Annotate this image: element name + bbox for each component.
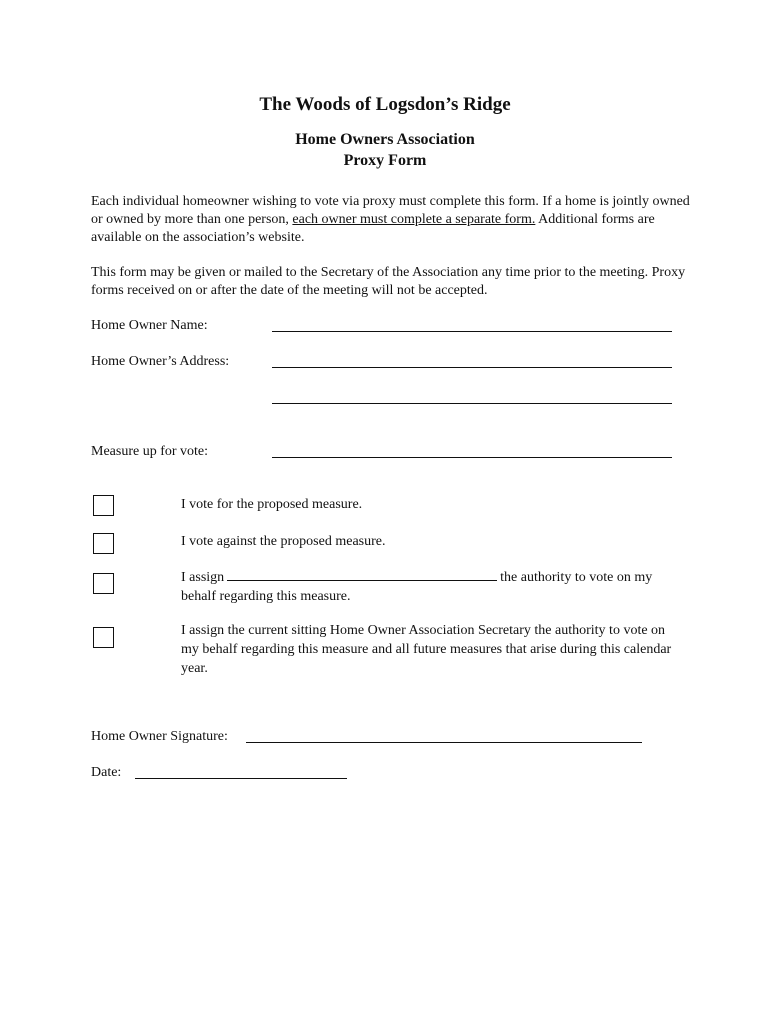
assign-proxy-name-field[interactable] [227,567,497,581]
association-subtitle: Home Owners Association [295,131,475,148]
measure-label: Measure up for vote: [91,444,209,459]
assign-prefix: I assign [181,570,225,585]
owner-name-label: Home Owner Name: [91,318,208,333]
intro-text-2: Additional forms are available on the association’s website. [91,212,655,245]
form-subtitle: Proxy Form [343,152,427,169]
submission-paragraph: This form may be given or mailed to the Secretary of the Association any time prior to the meeting. Proxy forms received on or after the date of the meeting will not be accepted. [91,265,686,298]
owner-address-field-line-1[interactable] [272,367,672,368]
intro-text-1: Each individual homeowner wishing to vote via proxy must complete this form. If a home is jointly owned or owned by more than one person, [91,194,690,227]
assign-secretary-label: I assign the current sitting Home Owner Association Secretary the authority to vote on my behalf regarding this measure and all future measures that arise during this calendar year. [181,623,672,676]
assign-suffix: the authority to vote on my behalf regarding this measure. [181,570,653,604]
document-title: The Woods of Logsdon’s Ridge [259,94,511,115]
assign-proxy-checkbox[interactable] [93,573,114,594]
owner-address-label: Home Owner’s Address: [91,354,230,369]
vote-for-label: I vote for the proposed measure. [181,497,363,512]
vote-against-checkbox[interactable] [93,533,114,554]
signature-field[interactable] [246,742,642,743]
assign-secretary-checkbox[interactable] [93,627,114,648]
intro-underlined-text: each owner must complete a separate form. [292,212,536,227]
signature-label: Home Owner Signature: [91,729,228,744]
date-label: Date: [91,765,122,780]
date-field[interactable] [135,778,347,779]
assign-proxy-label [181,567,681,606]
vote-for-checkbox[interactable] [93,495,114,516]
vote-against-label: I vote against the proposed measure. [181,534,386,549]
owner-address-field-line-2[interactable] [272,403,672,404]
intro-paragraph [91,193,691,247]
measure-field[interactable] [272,457,672,458]
owner-name-field[interactable] [272,331,672,332]
